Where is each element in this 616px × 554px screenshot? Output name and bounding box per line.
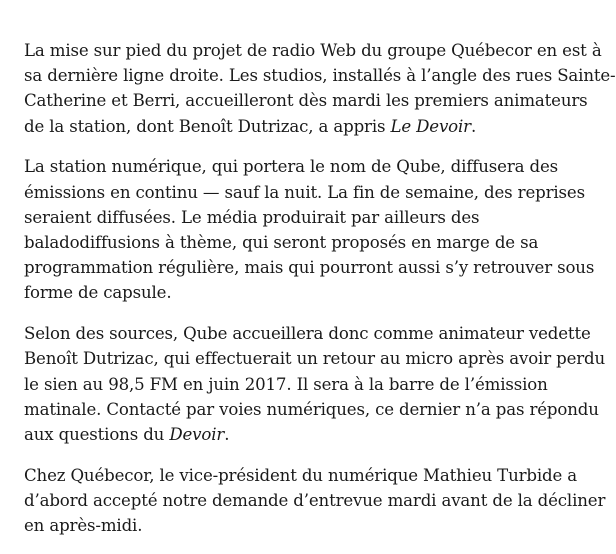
publication-name: Le Devoir (390, 116, 471, 136)
paragraph-3: Selon des sources, Qube accueillera donc comme animateur vedette Benoît Dutrizac, qui effectuerait un retour au micro après avoir perdu le sien au 98,5 FM en juin 2017. Il sera à la barre de l’émission matinale. Contacté par voies numériques, ce dernier n’a pas répondu aux questions du Devoir. (24, 324, 606, 445)
paragraph-2: La station numérique, qui portera le nom de Qube, diffusera des émissions en continu — sauf la nuit. La fin de semaine, des reprises seraient diffusées. Le média produirait par ailleurs des baladodiffusions à thème, qui seront proposés en marge de sa programmation régulière, mais qui pourront aussi s’y retrouver sous forme de capsule. (24, 157, 595, 303)
article-body (24, 38, 616, 554)
paragraph-1: La mise sur pied du projet de radio Web du groupe Québecor en est à sa dernière ligne droite. Les studios, installés à l’angle des rues Sainte- Catherine et Berri, accueilleront dès mardi les premiers animateurs de la station, dont Benoît Dutrizac, a appris Le Devoir. (24, 41, 616, 136)
publication-name: Devoir (169, 425, 225, 445)
paragraph-4: Chez Québecor, le vice-président du numérique Mathieu Turbide a d’abord accepté notre demande d’entrevue mardi avant de la décliner en après-midi. (24, 465, 606, 536)
